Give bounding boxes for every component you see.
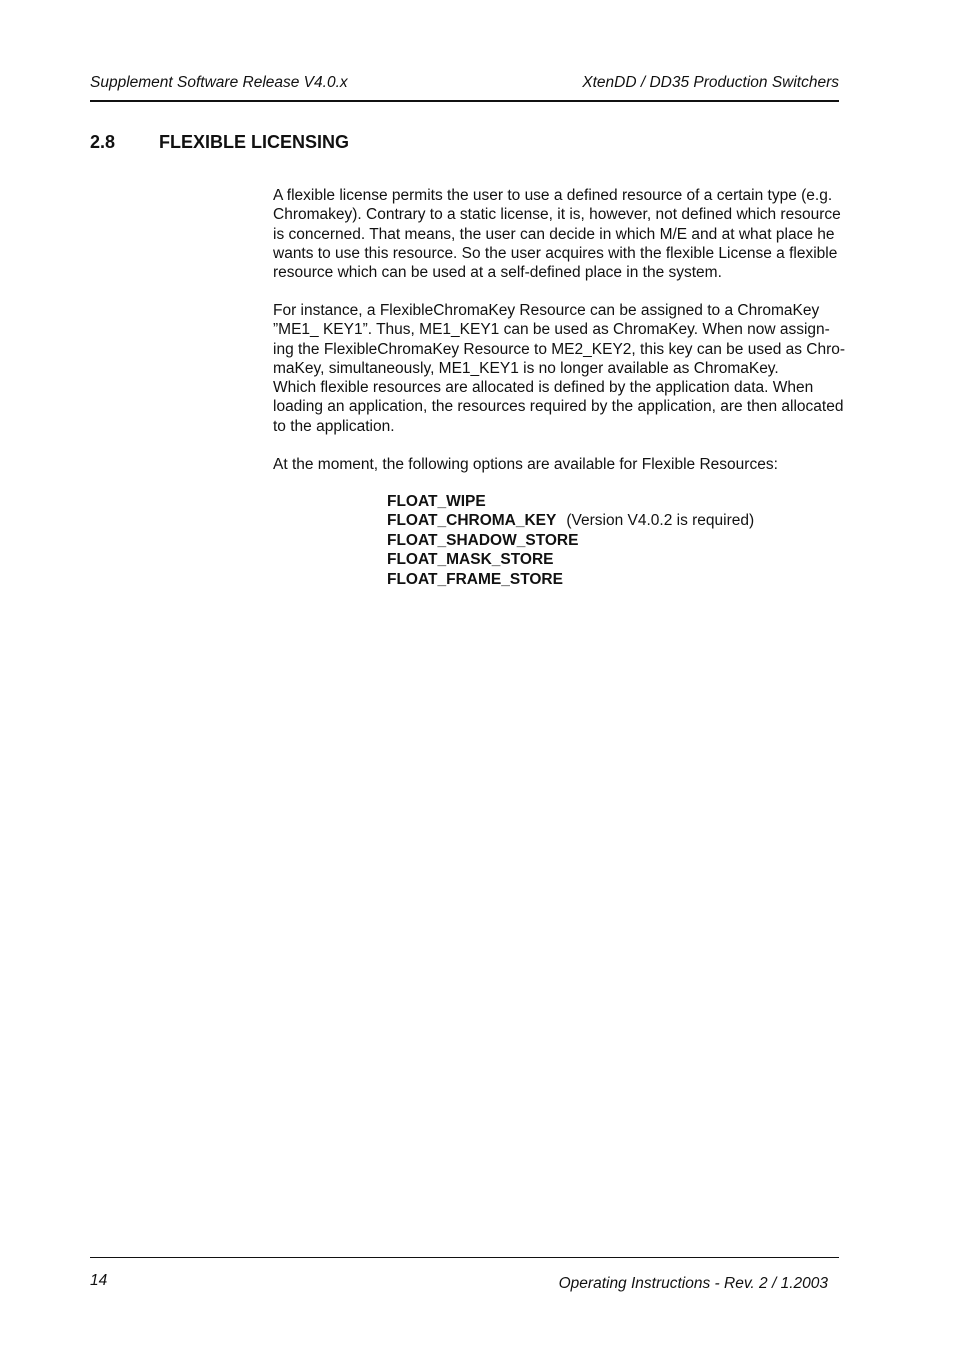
header-document-title: Supplement Software Release V4.0.x: [90, 74, 348, 91]
flexible-resource-options-list: [387, 492, 754, 589]
paragraph-flexible-license-definition: [273, 186, 841, 282]
page-header: [90, 74, 839, 102]
paragraph-line: ”ME1_ KEY1”. Thus, ME1_KEY1 can be used as ChromaKey. When now assign-: [273, 321, 830, 339]
option-item: [387, 531, 754, 550]
paragraph-chromakey-example: [273, 301, 846, 436]
paragraph-line: loading an application, the resources required by the application, are then allocated: [273, 398, 844, 416]
page-number: 14: [90, 1272, 108, 1289]
header-product-name: XtenDD / DD35 Production Switchers: [582, 74, 839, 91]
option-name: FLOAT_WIPE: [387, 493, 486, 510]
page-footer: [90, 1257, 839, 1298]
footer-revision: Operating Instructions - Rev. 2 / 1.2003: [558, 1275, 828, 1292]
paragraph-line: Which flexible resources are allocated is defined by the application data. When: [273, 379, 814, 397]
section-heading: [90, 132, 349, 153]
option-item: [387, 550, 754, 569]
option-name: FLOAT_CHROMA_KEY: [387, 512, 557, 530]
option-item: [387, 511, 754, 530]
paragraph-line: At the moment, the following options are available for Flexible Resources:: [273, 456, 778, 473]
paragraph-line: is concerned. That means, the user can decide in which M/E and at what place he: [273, 225, 835, 243]
option-item: [387, 492, 754, 511]
paragraph-line: ing the FlexibleChromaKey Resource to ME2_KEY2, this key can be used as Chro-: [273, 340, 846, 358]
section-number: 2.8: [90, 132, 116, 152]
option-name: FLOAT_FRAME_STORE: [387, 570, 563, 588]
paragraph-line: Chromakey). Contrary to a static license, it is, however, not defined which resource: [273, 206, 841, 224]
paragraph-line: A flexible license permits the user to use a defined resource of a certain type (e.g.: [273, 187, 833, 204]
paragraph-options-intro: [273, 455, 841, 474]
option-name: FLOAT_SHADOW_STORE: [387, 531, 579, 549]
paragraph-line: wants to use this resource. So the user acquires with the flexible License a flexible: [273, 244, 838, 262]
section-title: FLEXIBLE LICENSING: [159, 132, 350, 152]
option-item: [387, 570, 754, 589]
paragraph-line: For instance, a FlexibleChromaKey Resource can be assigned to a ChromaKey: [273, 302, 820, 319]
paragraph-line: maKey, simultaneously, ME1_KEY1 is no longer available as ChromaKey.: [273, 359, 779, 377]
paragraph-line: to the application.: [273, 417, 395, 435]
paragraph-line: resource which can be used at a self-defined place in the system.: [273, 264, 722, 282]
option-name: FLOAT_MASK_STORE: [387, 551, 554, 569]
option-note: (Version V4.0.2 is required): [566, 512, 755, 530]
